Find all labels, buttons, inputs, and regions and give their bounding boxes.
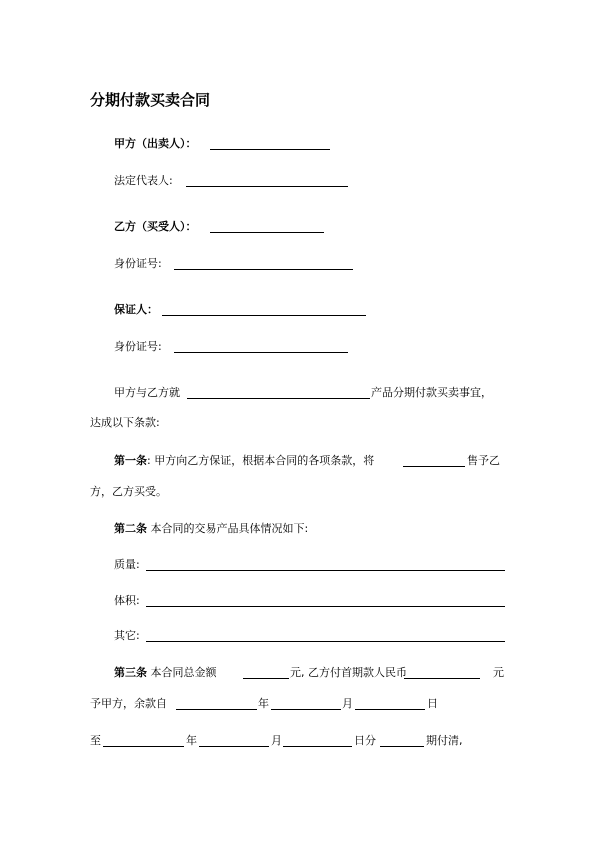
article-2-row <box>0 522 595 536</box>
start-month-label: 月 <box>342 697 353 710</box>
guarantor-id-blank <box>174 340 348 353</box>
start-day-blank <box>355 697 425 710</box>
article-3-row-2 <box>0 697 595 711</box>
volume-blank <box>146 594 505 607</box>
party-b-id-label: 身份证号: <box>114 257 162 270</box>
quality-row <box>0 558 595 572</box>
party-a-row <box>0 137 595 151</box>
quality-label: 质量: <box>114 558 140 571</box>
party-b-blank <box>210 220 324 233</box>
party-b-label: 乙方（买受人）： <box>114 220 197 233</box>
article-2-text-1: 本合同的交易产品具体情况如下: <box>147 522 309 535</box>
article-3-text-3: 元 <box>493 666 504 679</box>
other-blank <box>146 629 505 642</box>
intro-text-1: 甲方与乙方就 <box>114 386 180 399</box>
article-1-text-1: : 甲方向乙方保证，根据本合同的各项条款，将 <box>147 454 375 467</box>
legal-rep-label: 法定代表人: <box>114 174 173 187</box>
intro-row-2 <box>0 416 595 430</box>
article-2-heading: 第二条 <box>114 522 147 535</box>
intro-text-3: 达成以下条款: <box>90 416 160 429</box>
article-3-row <box>0 666 595 680</box>
article-1-heading: 第一条 <box>114 454 147 467</box>
article-3-text <box>114 666 217 680</box>
start-day-label: 日 <box>427 697 438 710</box>
quality-blank <box>146 558 505 571</box>
legal-rep-row <box>0 174 595 188</box>
party-b-id-blank <box>174 257 353 270</box>
article-1-blank <box>403 454 465 467</box>
article-2-text <box>114 522 308 536</box>
article-1-row <box>0 454 595 468</box>
party-a-label: 甲方（出卖人）： <box>114 137 197 150</box>
guarantor-label: 保证人： <box>114 303 158 316</box>
end-day-blank <box>283 734 352 747</box>
other-label: 其它: <box>114 629 140 642</box>
start-month-blank <box>271 697 341 710</box>
installments-blank <box>380 734 424 747</box>
page-title: 分期付款买卖合同 <box>90 91 211 109</box>
other-row <box>0 629 595 643</box>
party-b-id-row <box>0 257 595 271</box>
volume-label: 体积: <box>114 594 140 607</box>
intro-text-2: 产品分期付款买卖事宜， <box>371 386 492 399</box>
article-3-text-7: 期付清, <box>426 734 463 747</box>
guarantor-id-row <box>0 340 595 354</box>
start-year-label: 年 <box>258 697 269 710</box>
article-1-text-2: 售予乙 <box>467 454 500 467</box>
article-1-text-3: 方，乙方买受。 <box>90 485 167 498</box>
guarantor-blank <box>162 303 366 316</box>
legal-rep-blank <box>186 174 348 187</box>
guarantor-id-label: 身份证号: <box>114 340 162 353</box>
article-3-row-3 <box>0 734 595 748</box>
start-year-blank <box>176 697 257 710</box>
end-month-blank <box>199 734 269 747</box>
party-a-blank <box>210 137 330 150</box>
product-blank <box>187 386 370 399</box>
end-year-label: 年 <box>186 734 197 747</box>
article-3-text-2: 元, 乙方付首期款人民币 <box>290 666 407 679</box>
end-month-label: 月 <box>271 734 282 747</box>
article-3-text-6: 日分 <box>354 734 376 747</box>
article-3-heading: 第三条 <box>114 666 147 679</box>
volume-row <box>0 594 595 608</box>
article-1-text <box>114 454 374 468</box>
article-1-row-2 <box>0 485 595 499</box>
end-year-blank <box>103 734 184 747</box>
intro-row <box>0 386 595 400</box>
article-3-text-1: 本合同总金额 <box>147 666 217 679</box>
down-payment-blank <box>404 666 480 679</box>
article-3-text-4: 予甲方，余款自 <box>90 697 167 710</box>
total-amount-blank <box>243 666 289 679</box>
guarantor-row <box>0 303 595 317</box>
party-b-row <box>0 220 595 234</box>
article-3-text-5: 至 <box>90 734 101 747</box>
